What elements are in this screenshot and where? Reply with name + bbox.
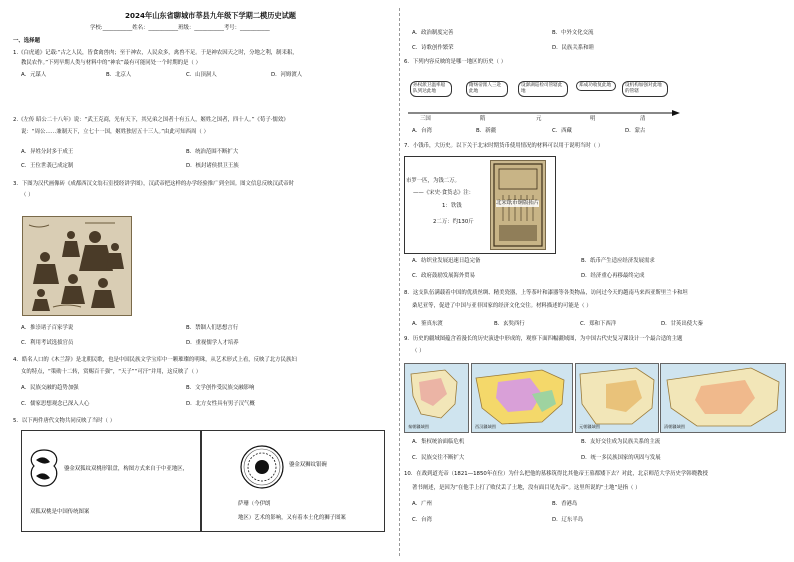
q1-option-a[interactable]: A．元谋人	[21, 72, 47, 78]
q5-right-text-a: 萨珊（今伊朗	[238, 501, 271, 507]
q5-left-label: 双狐双桃是中国传统图案	[30, 509, 90, 515]
q7-quote-1: 市罗一匹，为钱二万。	[406, 178, 460, 184]
q7-option-a[interactable]: A．纺织业发展迅速日趋完备	[412, 258, 481, 264]
q2-option-a[interactable]: A．异姓分封多于成王	[21, 149, 74, 155]
q7-option-d[interactable]: D．经济重心再移最终完成	[581, 273, 645, 279]
lion-bowl-drawing	[239, 444, 285, 490]
q2-stem-line2: 说：“周公……兼制天下，立七十一国，姬姓独居五十三人。”由此可知西周（ ）	[21, 129, 209, 135]
q5-option-a[interactable]: A．政治制度完善	[412, 30, 454, 36]
q7-option-c[interactable]: C．政府鼓励发展海外贸易	[412, 273, 476, 279]
timeline-era-1: 三国	[420, 116, 431, 122]
silver-plate-image	[26, 446, 62, 490]
q5-option-b[interactable]: B．中外文化交流	[552, 30, 594, 36]
q3-option-d[interactable]: D．重视儒学人才培养	[186, 340, 239, 346]
q10-option-b[interactable]: B．香港岛	[552, 501, 578, 507]
timeline-era-3: 元	[536, 116, 542, 122]
map-western-han	[471, 363, 573, 433]
q3-option-c[interactable]: C．利用考试选拔官员	[21, 340, 74, 346]
q4-option-c[interactable]: C．儒家思想观念已深入人心	[21, 401, 90, 407]
q4-stem-line2: 女的特点，“策勋十二转，赏赐百千强”，“天子”“可汗”并用，这反映了（ ）	[21, 369, 202, 375]
teaching-scene-drawing	[23, 217, 131, 315]
q6-option-a[interactable]: A．台湾	[412, 128, 432, 134]
student-info-line: 学校:___________姓名：___________班级：___________考号：___________	[90, 25, 270, 31]
q6-option-b[interactable]: B．新疆	[476, 128, 496, 134]
q7-quote-4: 2二万：约130斤	[433, 219, 474, 225]
column-divider	[399, 8, 400, 556]
han-territory-shape	[472, 364, 572, 432]
q10-option-d[interactable]: D．辽东半岛	[552, 517, 584, 523]
q3-option-a[interactable]: A．推崇诸子百家学说	[21, 325, 74, 331]
q6-option-d[interactable]: D．蒙古	[625, 128, 646, 134]
q8-option-c[interactable]: C．郑和下西洋	[580, 321, 617, 327]
q6-option-c[interactable]: C．西藏	[552, 128, 572, 134]
q9-option-b[interactable]: B．友好交往成为民族关系的主流	[581, 439, 661, 445]
q9-option-d[interactable]: D．统一多民族国家的巩固与发展	[581, 455, 661, 461]
timeline-era-4: 明	[590, 116, 596, 122]
q4-option-b[interactable]: B．文学创作受民族交融影响	[186, 385, 255, 391]
q9-stem-line2: （ ）	[412, 348, 425, 354]
q7-image-label: 北宋纸币铜版拓片	[496, 200, 540, 206]
q8-option-a[interactable]: A．鉴真东渡	[412, 321, 443, 327]
map-qin	[404, 363, 469, 433]
timeline-event-1: 孙权派卫温率船队到达此地	[410, 81, 452, 97]
q5-right-text-b: 地区）艺术的影响，又有着本土化的狮子图案	[238, 515, 346, 521]
q2-option-b[interactable]: B．统治范围不断扩大	[186, 149, 239, 155]
q9-option-a[interactable]: A．集权统治面临危机	[412, 439, 465, 445]
map-yuan	[575, 363, 659, 433]
q9-stem-line1: 9．历史的疆域图蕴含着漫长的历史演进中形成的，观察下面四幅疆域图，为中国古代史复习课设计一个最合适的主题	[404, 336, 683, 342]
q5-option-c[interactable]: C．诗歌创作繁荣	[412, 45, 454, 51]
timeline-era-5: 清	[640, 116, 646, 122]
q1-stem-line2: 教民农作。”下列早期人类与材料中的“神农”最有可能同处一个时期的是（ ）	[21, 60, 201, 66]
q6-stem: 6．下列内容反映的是哪一地区的历史（ ）	[404, 59, 507, 65]
q3-stem-line2: （ ）	[21, 192, 34, 198]
q5-table-divider	[200, 430, 202, 532]
q9-option-c[interactable]: C．民族交往不断扩大	[412, 455, 465, 461]
q10-stem-line2: 著书阐述，是因为“在他手上打了败仗丢了土地，没有面目见先帝”。这里所说的“土地”是指（ ）	[412, 485, 641, 491]
q3-stem-line1: 3．下图为汉代画像砖《成都西汉文翁石室授经讲学图》，汉武帝把这样的办学经验推广到全国。图文信息反映汉武帝时	[13, 181, 295, 187]
map-western-han-caption: 西汉疆域图	[475, 424, 496, 429]
timeline-event-4: 郑成功收复此地	[576, 81, 616, 91]
q5-right-caption: 鎏金双狮纹银碗	[289, 462, 327, 468]
q8-stem-line2: 桑尼亚等，促进了中国与亚非国家的经济文化交往。材料描述的可能是（ ）	[412, 303, 592, 309]
q2-stem-line1: 2.《左传 昭公二十八年》说：“武王克商，光有天下，其兄弟之国者十有五人，姬姓之国者，四十人。”《荀子·儒效》	[13, 117, 289, 123]
q10-stem-line1: 10．在战到道光帝（1821—1850年在位）为什么把他的墓移筑得比其他帝王墓都矮下去？对此，北京师范大学历史学韩晓教授	[404, 471, 708, 477]
timeline-event-3: 设澎湖巡检司管辖此地	[518, 81, 568, 97]
q5-stem: 5．以下两件唐代文物共同反映了当时（ ）	[13, 418, 116, 424]
q4-stem-line1: 4．皓名人口的《木兰辞》是北朝民歌，也是中国民族文学宝库中一颗璀璨的明珠，从艺术形式上看，反映了北方民族妇	[13, 357, 297, 363]
silver-bowl-image	[239, 444, 285, 490]
q5-option-d[interactable]: D．民族关系和睦	[552, 45, 594, 51]
page-title: 2024年山东省聊城市莘县九年级下学期二模历史试题	[125, 11, 296, 20]
double-fox-plate-drawing	[26, 446, 62, 490]
map-qing-caption: 清朝疆域图	[664, 424, 685, 429]
q4-option-a[interactable]: A．民族交融的趋势加强	[21, 385, 79, 391]
q7-quote-2: ——《宋史·食货志》注：	[413, 190, 475, 196]
yuan-territory-shape	[576, 364, 658, 432]
section-heading: 一、选择题	[13, 38, 40, 44]
q4-option-d[interactable]: D．北方女性具有男子汉气概	[186, 401, 255, 407]
q8-option-b[interactable]: B．玄奘西行	[494, 321, 525, 327]
q5-left-caption: 鎏金双狐纹双桃形银盘，构图方式来自于中亚地区，	[64, 466, 188, 472]
map-yuan-caption: 元朝疆域图	[579, 424, 600, 429]
q1-option-c[interactable]: C．山顶洞人	[186, 72, 217, 78]
q2-option-d[interactable]: D．核封诸侯拱卫王族	[186, 163, 239, 169]
q8-stem-line1: 8．这支队伍满载着中国的优质丝绸、精美瓷器，上等茶叶和漆器等各类物品，访问过今天的越南马来西亚斯里兰卡和坦	[404, 290, 688, 296]
map-qing	[660, 363, 786, 433]
q1-stem-line1: 1.《白虎通》记载:“古之人民，皆食禽兽肉；至于神农，人民众多，禽兽不足。于是神农因天之时，分地之利，制耒耜，	[13, 50, 298, 56]
q10-option-a[interactable]: A．广州	[412, 501, 432, 507]
q7-stem: 7．小钱币，大历史。以下关于北宋时期货币使用情况的材料可以用于说明当时（ ）	[404, 143, 604, 149]
q2-option-c[interactable]: C．王位世袭已成定制	[21, 163, 74, 169]
q10-option-c[interactable]: C．台湾	[412, 517, 432, 523]
timeline-event-2: 隋炀帝派人三赴此地	[466, 81, 508, 97]
q1-option-d[interactable]: D．河姆渡人	[271, 72, 303, 78]
qing-territory-shape	[661, 364, 785, 432]
q3-option-b[interactable]: B．禁锢人们思想言行	[186, 325, 239, 331]
q8-option-d[interactable]: D．甘英出使大秦	[661, 321, 703, 327]
q1-option-b[interactable]: B．北京人	[106, 72, 132, 78]
qin-territory-shape	[405, 364, 468, 432]
q7-quote-3: 1：铁钱	[442, 203, 462, 209]
timeline-era-2: 隋	[480, 116, 486, 122]
han-brick-relief-image	[22, 216, 132, 316]
q7-option-b[interactable]: B．纸币产生适应经济发展需求	[581, 258, 655, 264]
map-qin-caption: 秦朝疆域图	[408, 424, 429, 429]
timeline-event-5: 设机构加强对此地的管辖	[622, 81, 668, 97]
